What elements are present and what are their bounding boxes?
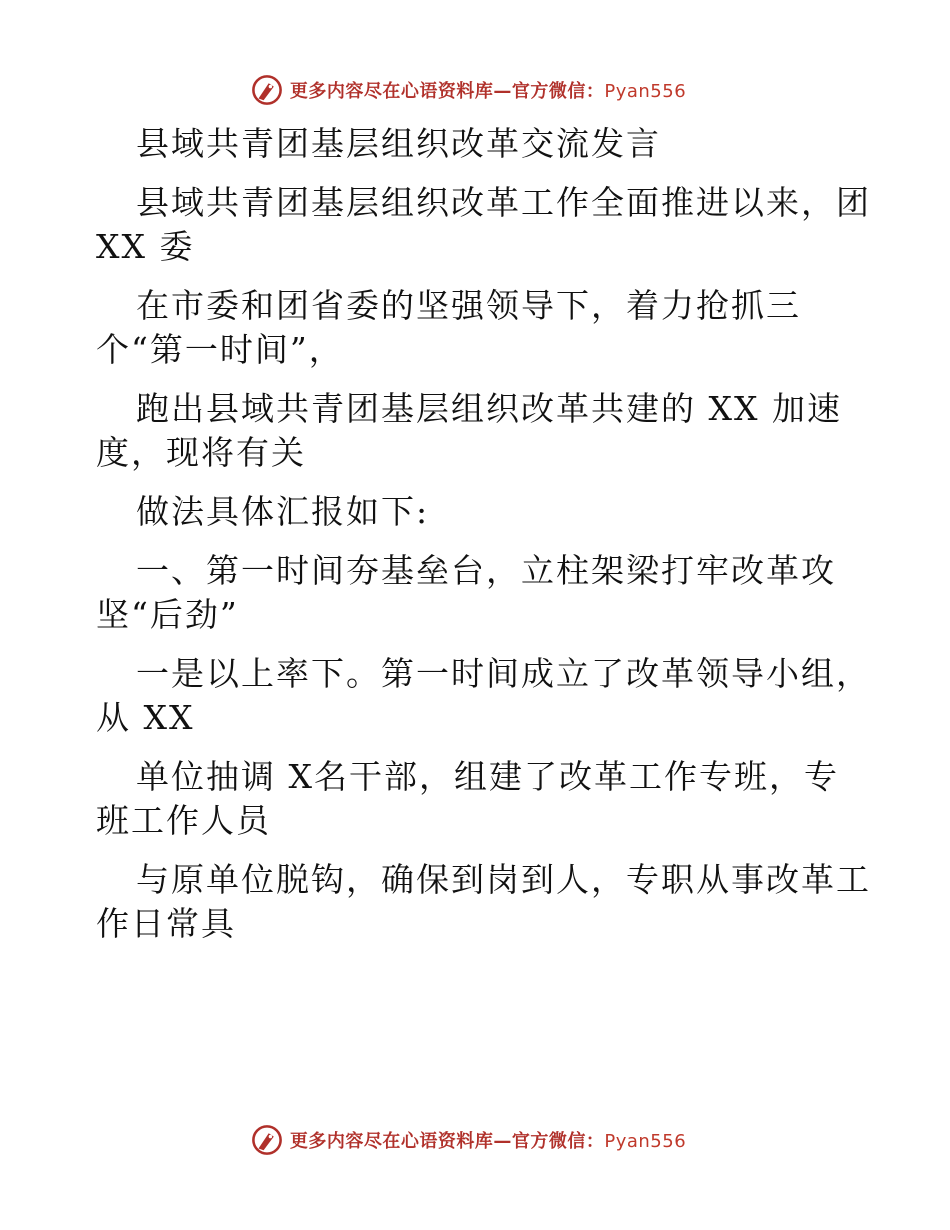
paragraph-line: 个“第一时间”， xyxy=(96,330,344,369)
paragraph-line: 作日常具 xyxy=(96,904,236,943)
watermark-text xyxy=(290,77,686,103)
paragraph-line: 跑出县域共青团基层组织改革共建的 XX 加速 xyxy=(136,389,842,428)
watermark-wechat-id: Pyan556 xyxy=(604,1131,687,1152)
paragraph-line: 一是以上率下。第一时间成立了改革领导小组， xyxy=(136,654,871,693)
watermark-wechat-id: Pyan556 xyxy=(604,81,687,102)
pen-nib-logo-icon xyxy=(250,73,284,107)
document-title: 县域共青团基层组织改革交流发言 xyxy=(136,124,661,163)
section-heading-line: 一、第一时间夯基垒台，立柱架梁打牢改革攻 xyxy=(136,551,836,590)
paragraph-line: 单位抽调 X名干部，组建了改革工作专班，专 xyxy=(136,757,839,796)
paragraph-line: 从 XX xyxy=(96,698,195,737)
paragraph-line: 县域共青团基层组织改革工作全面推进以来，团 xyxy=(136,183,871,222)
watermark-footer xyxy=(0,1120,950,1160)
pen-nib-logo-icon xyxy=(250,1123,284,1157)
watermark-header xyxy=(0,70,950,110)
paragraph-line: 度，现将有关 xyxy=(96,433,306,472)
watermark-text-cn: 更多内容尽在心语资料库—官方微信： xyxy=(289,1131,605,1152)
paragraph-line: 做法具体汇报如下: xyxy=(136,492,430,531)
watermark-text xyxy=(290,1127,686,1153)
paragraph-line: 班工作人员 xyxy=(96,801,271,840)
section-heading-line: 坚“后劲” xyxy=(96,595,239,634)
paragraph-line: XX 委 xyxy=(96,227,195,266)
document-body xyxy=(96,122,871,946)
watermark-text-cn: 更多内容尽在心语资料库—官方微信： xyxy=(289,81,605,102)
paragraph-line: 在市委和团省委的坚强领导下，着力抢抓三 xyxy=(136,286,801,325)
paragraph-line: 与原单位脱钩，确保到岗到人，专职从事改革工 xyxy=(136,860,871,899)
